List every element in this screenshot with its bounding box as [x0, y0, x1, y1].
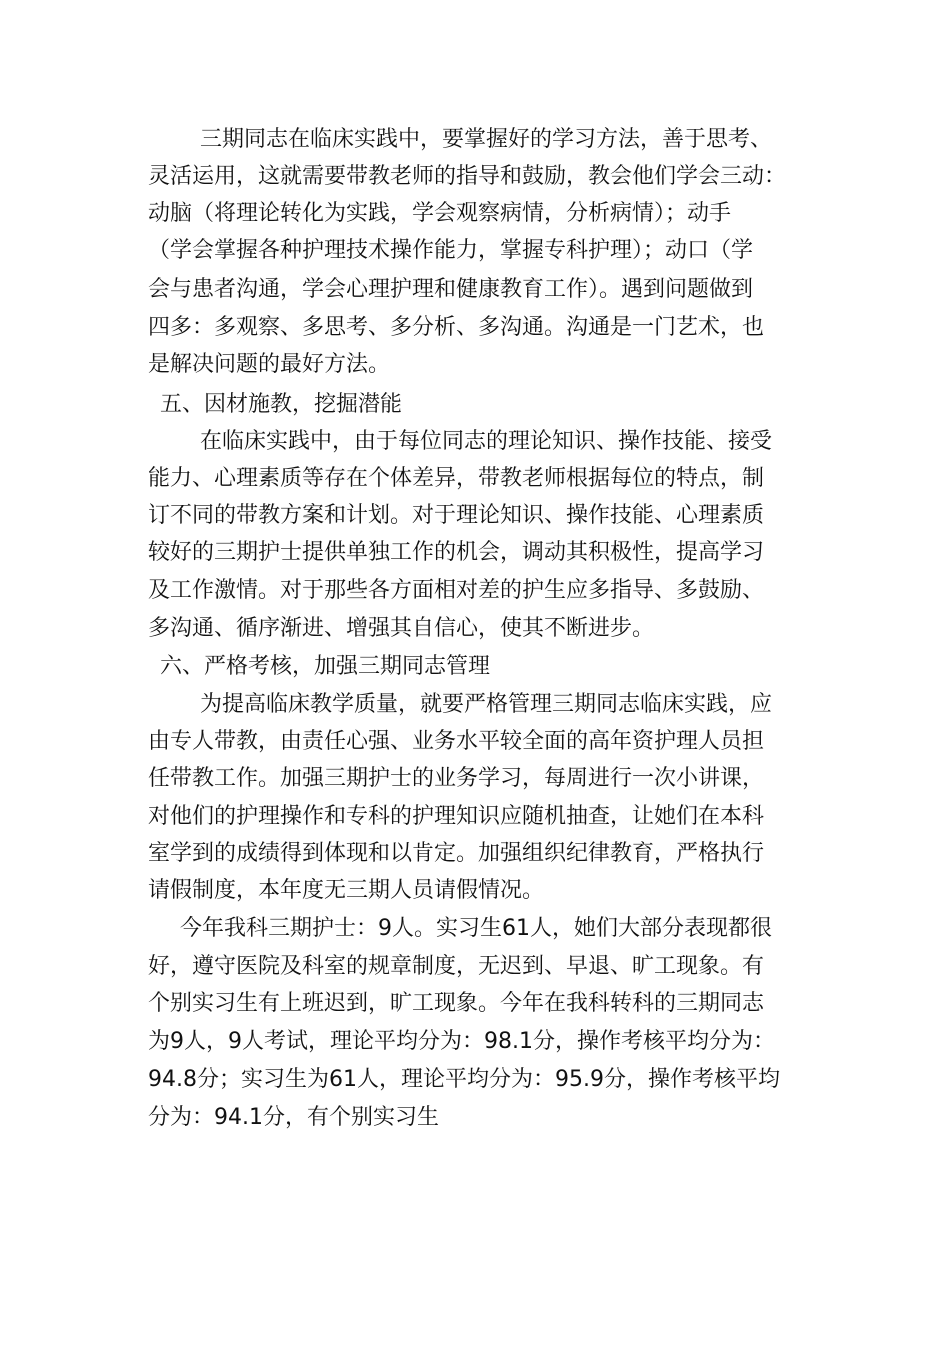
text-line: 三期同志在临床实践中，要掌握好的学习方法，善于思考、	[200, 127, 773, 152]
text-line: 由专人带教，由责任心强、业务水平较全面的高年资护理人员担	[148, 729, 765, 754]
text-line: （学会掌握各种护理技术操作能力，掌握专科护理）；动口（学	[148, 238, 754, 263]
text-line: 是解决问题的最好方法。	[148, 352, 391, 377]
text-line: 室学到的成绩得到体现和以肯定。加强组织纪律教育，严格执行	[148, 841, 765, 866]
text-line: 会与患者沟通，学会心理护理和健康教育工作）。遇到问题做到	[148, 277, 754, 302]
text-line: 能力、心理素质等存在个体差异，带教老师根据每位的特点，制	[148, 466, 765, 491]
text-line: 为9人，9人考试，理论平均分为：98.1分，操作考核平均分为：	[148, 1029, 775, 1054]
text-line: 及工作激情。对于那些各方面相对差的护生应多指导、多鼓励、	[148, 578, 765, 603]
text-line: 对他们的护理操作和专科的护理知识应随机抽查，让她们在本科	[148, 804, 765, 829]
text-line: 灵活运用，这就需要带教老师的指导和鼓励，教会他们学会三动：	[148, 164, 787, 189]
text-line: 动脑（将理论转化为实践，学会观察病情，分析病情）；动手	[148, 201, 732, 226]
text-line: 订不同的带教方案和计划。对于理论知识、操作技能、心理素质	[148, 503, 765, 528]
text-line: 个别实习生有上班迟到，旷工现象。今年在我科转科的三期同志	[148, 991, 765, 1016]
section-heading: 六、严格考核，加强三期同志管理	[160, 654, 491, 679]
text-line: 多沟通、循序渐进、增强其自信心，使其不断进步。	[148, 616, 655, 641]
text-line: 较好的三期护士提供单独工作的机会，调动其积极性，提高学习	[148, 540, 765, 565]
text-line: 分为：94.1分，有个别实习生	[148, 1105, 439, 1130]
text-line: 94.8分；实习生为61人，理论平均分为：95.9分，操作考核平均	[148, 1067, 780, 1092]
section-heading: 五、因材施教，挖掘潜能	[160, 392, 403, 417]
text-line: 好，遵守医院及科室的规章制度，无迟到、早退、旷工现象。有	[148, 954, 765, 979]
text-line: 请假制度，本年度无三期人员请假情况。	[148, 878, 545, 903]
text-line: 为提高临床教学质量，就要严格管理三期同志临床实践，应	[200, 692, 773, 717]
text-line: 今年我科三期护士：9人。实习生61人，她们大部分表现都很	[180, 916, 772, 941]
text-line: 四多：多观察、多思考、多分析、多沟通。沟通是一门艺术，也	[148, 315, 765, 340]
text-line: 任带教工作。加强三期护士的业务学习，每周进行一次小讲课，	[148, 766, 765, 791]
text-line: 在临床实践中，由于每位同志的理论知识、操作技能、接受	[200, 429, 773, 454]
